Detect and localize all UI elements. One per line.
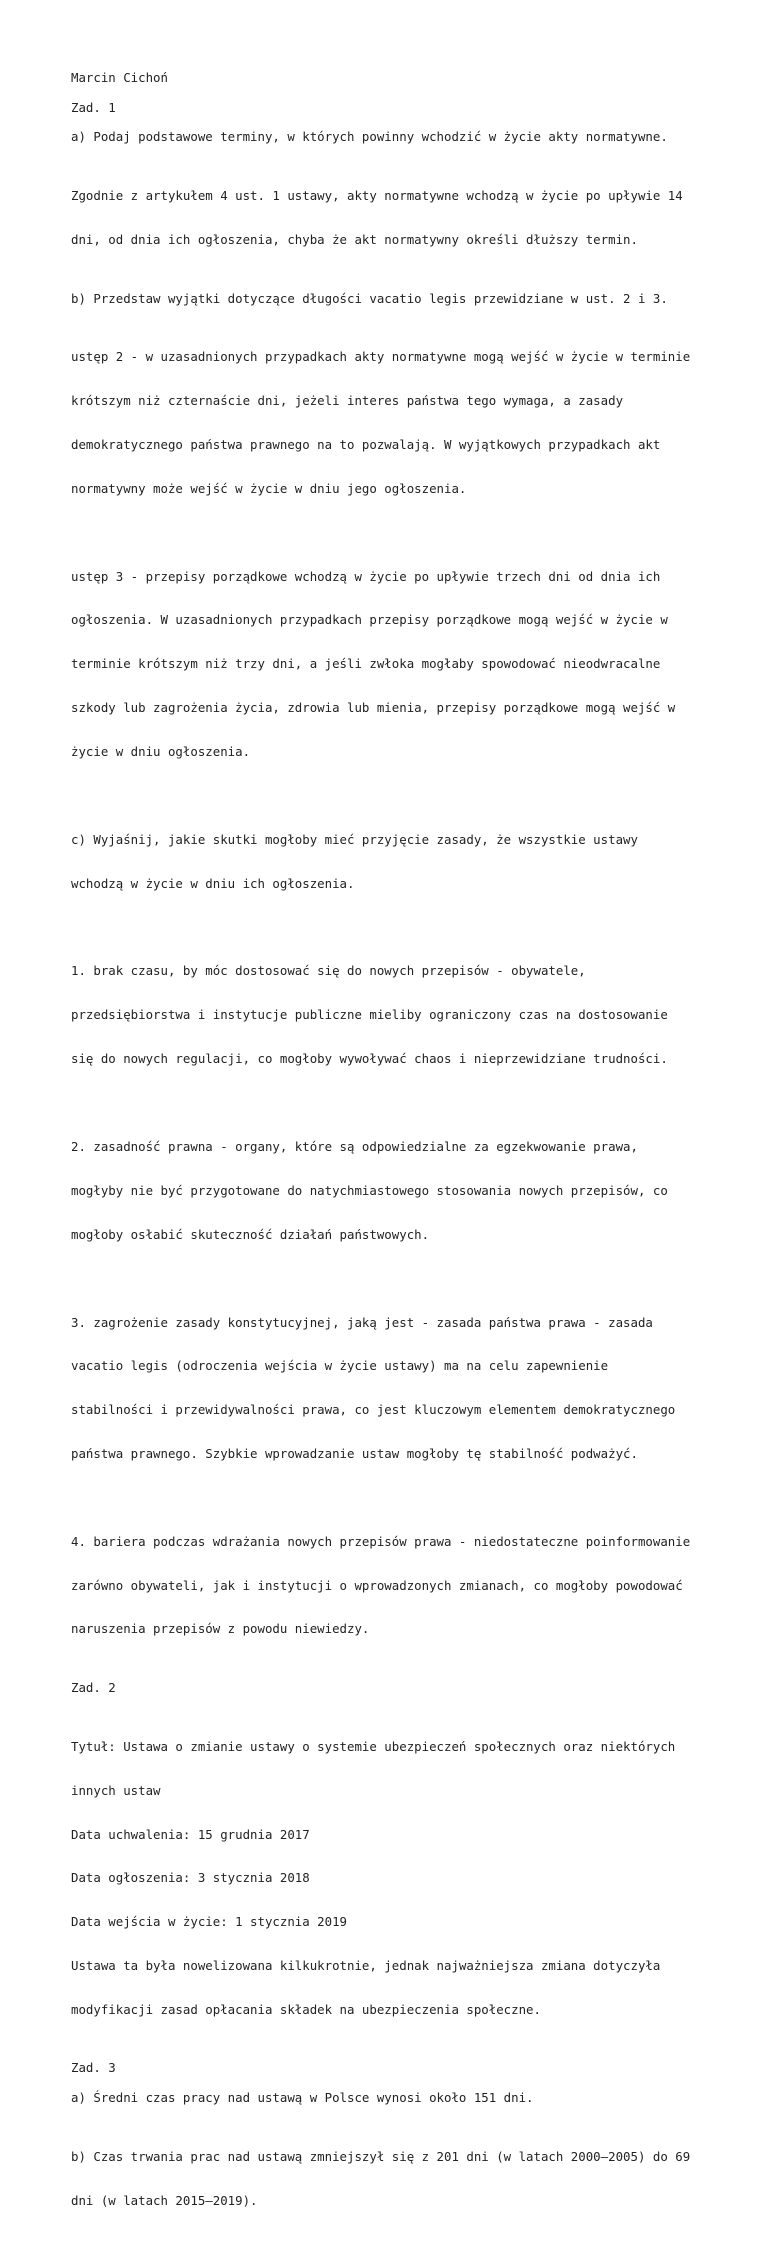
text-line: się do nowych regulacji, co mogłoby wywoływać chaos i nieprzewidziane trudności. [71,1051,668,1067]
text-line: ustęp 3 - przepisy porządkowe wchodzą w życie po upływie trzech dni od dnia ich [71,568,661,584]
zad3-answer-b [71,2121,711,2238]
text-line: zarówno obywateli, jak i instytucji o wprowadzonych zmianach, co mogłoby powodować [71,1577,683,1593]
text-line: dni (w latach 2015–2019). [71,2192,258,2208]
zad1-point-2 [71,1111,711,1272]
zad3-answer-a: a) Średni czas pracy nad ustawą w Polsce wynosi około 151 dni. [71,2090,534,2106]
document-page [71,71,711,2252]
text-line: innych ustaw [71,1782,161,1798]
text-line: b) Czas trwania prac nad ustawą zmniejszył się z 201 dni (w latach 2000–2005) do 69 [71,2148,691,2164]
text-line: dni, od dnia ich ogłoszenia, chyba że akt normatywny określi dłuższy termin. [71,231,638,247]
text-line: stabilności i przewidywalności prawa, co jest kluczowym elementem demokratycznego [71,1402,676,1418]
text-line: krótszym niż czternaście dni, jeżeli interes państwa tego wymaga, a zasady [71,393,624,409]
text-line: ustęp 2 - w uzasadnionych przypadkach akty normatywne mogą wejść w życie w terminie [71,349,691,365]
text-line: ogłoszenia. W uzasadnionych przypadkach przepisy porządkowe mogą wejść w życie w [71,612,668,628]
text-line: Data uchwalenia: 15 grudnia 2017 [71,1826,310,1842]
text-line: Zgodnie z artykułem 4 ust. 1 ustawy, akty normatywne wchodzą w życie po upływie 14 [71,187,683,203]
zad1-point-1 [71,935,711,1096]
text-line: terminie krótszym niż trzy dni, a jeśli zwłoka mogłaby spowodować nieodwracalne [71,656,661,672]
text-line: Ustawa ta była nowelizowana kilkukrotnie, jednak najważniejsza zmiana dotyczyła [71,1957,661,1973]
zad1-heading: Zad. 1 [71,99,116,115]
zad1-question-c [71,804,711,921]
text-line: szkody lub zagrożenia życia, zdrowia lub mienia, przepisy porządkowe mogą wejść w [71,699,676,715]
text-line: normatywny może wejść w życie w dniu jego ogłoszenia. [71,480,467,496]
text-line: 3. zagrożenie zasady konstytucyjnej, jaką jest - zasada państwa prawa - zasada [71,1314,653,1330]
text-line: Tytuł: Ustawa o zmianie ustawy o systemie ubezpieczeń społecznych oraz niektórych [71,1738,676,1754]
zad3-heading: Zad. 3 [71,2060,116,2076]
text-line: przedsiębiorstwa i instytucje publiczne mieliby ograniczony czas na dostosowanie [71,1007,668,1023]
author-name: Marcin Cichoń [71,70,168,85]
zad2-details [71,1711,711,2047]
zad1-question-b: b) Przedstaw wyjątki dotyczące długości vacatio legis przewidziane w ust. 2 i 3. [71,290,668,306]
zad1-answer-a [71,160,711,277]
text-line: naruszenia przepisów z powodu niewiedzy. [71,1621,370,1637]
text-line: c) Wyjaśnij, jakie skutki mogłoby mieć przyjęcie zasady, że wszystkie ustawy [71,831,638,847]
text-line: mogłoby osłabić skuteczność działań państwowych. [71,1226,430,1242]
zad1-ust2-paragraph [71,321,711,525]
text-line: Data wejścia w życie: 1 stycznia 2019 [71,1914,348,1930]
text-line: demokratycznego państwa prawnego na to pozwalają. W wyjątkowych przypadkach akt [71,436,661,452]
text-line: państwa prawnego. Szybkie wprowadzanie ustaw mogłoby tę stabilność podważyć. [71,1445,638,1461]
zad2-heading: Zad. 2 [71,1680,116,1696]
text-line: modyfikacji zasad opłacania składek na ubezpieczenia społeczne. [71,2001,541,2017]
text-line: mogłyby nie być przygotowane do natychmiastowego stosowania nowych przepisów, co [71,1182,668,1198]
zad1-question-a: a) Podaj podstawowe terminy, w których powinny wchodzić w życie akty normatywne. [71,129,668,145]
zad1-point-4 [71,1506,711,1667]
zad1-ust3-paragraph [71,540,711,788]
text-line: vacatio legis (odroczenia wejścia w życie ustawy) ma na celu zapewnienie [71,1358,609,1374]
text-line: 4. bariera podczas wdrażania nowych przepisów prawa - niedostateczne poinformowanie [71,1533,691,1549]
text-line: Data ogłoszenia: 3 stycznia 2018 [71,1870,310,1886]
text-line: życie w dniu ogłoszenia. [71,743,251,759]
text-line: 1. brak czasu, by móc dostosować się do nowych przepisów - obywatele, [71,963,586,979]
text-line: 2. zasadność prawna - organy, które są odpowiedzialne za egzekwowanie prawa, [71,1139,638,1154]
zad1-point-3 [71,1286,711,1490]
text-line: wchodzą w życie w dniu ich ogłoszenia. [71,875,355,891]
